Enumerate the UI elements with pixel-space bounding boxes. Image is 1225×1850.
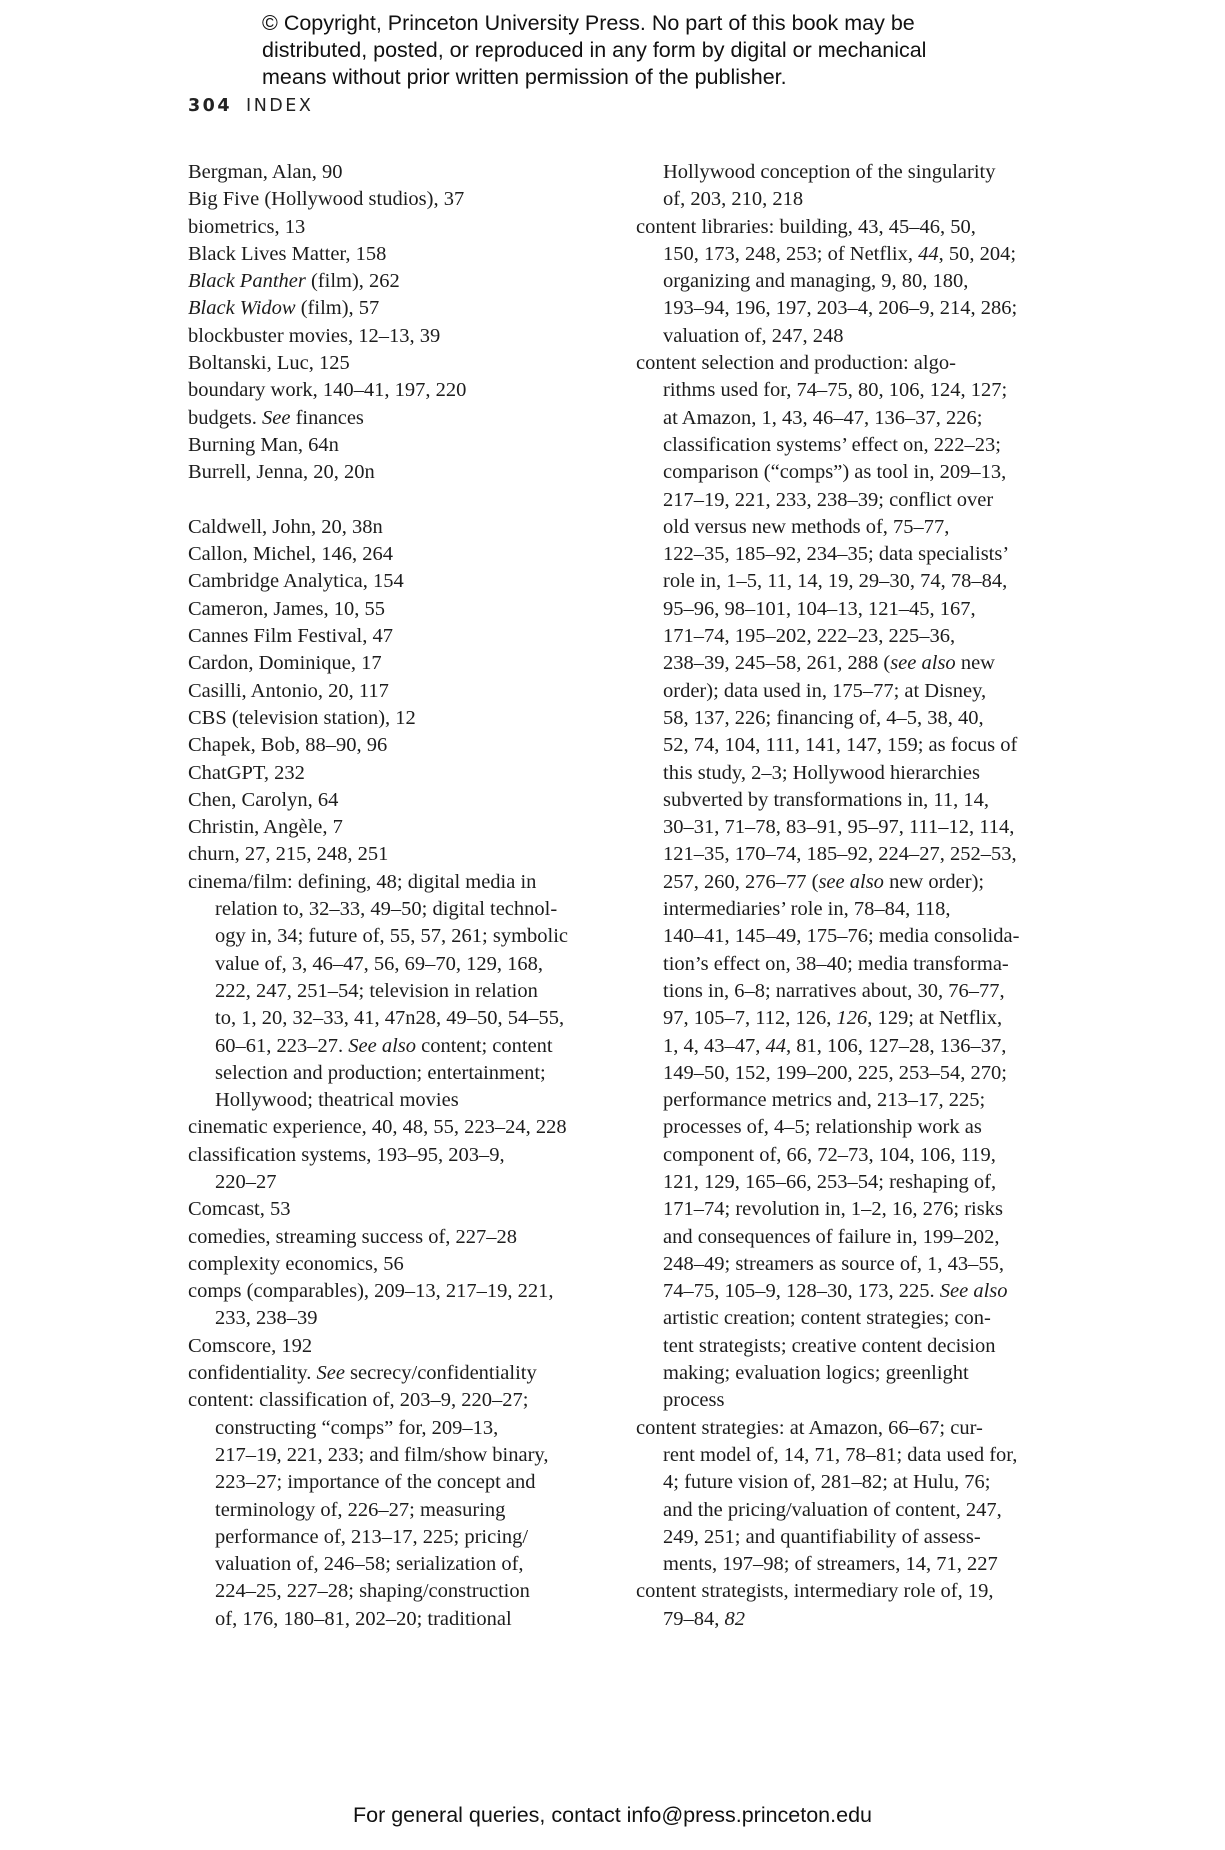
index-entry-continuation: 149–50, 152, 199–200, 225, 253–54, 270; <box>663 1061 1007 1084</box>
section-title: INDEX <box>246 96 314 116</box>
index-entry-continuation: this study, 2–3; Hollywood hierarchies <box>663 761 980 784</box>
index-entry-continuation: 60–61, 223–27. See also content; content <box>215 1034 553 1057</box>
index-entry-continuation: 79–84, 82 <box>663 1607 745 1630</box>
index-entry-continuation: component of, 66, 72–73, 104, 106, 119, <box>663 1143 996 1166</box>
index-entry: boundary work, 140–41, 197, 220 <box>188 379 467 402</box>
index-entry: Caldwell, John, 20, 38n <box>188 515 383 538</box>
index-entry-continuation: 121, 129, 165–66, 253–54; reshaping of, <box>663 1170 997 1193</box>
index-entry-continuation: tion’s effect on, 38–40; media transforma- <box>663 952 1009 975</box>
index-entry: content: classification of, 203–9, 220–27; <box>188 1389 529 1412</box>
index-entry: budgets. See finances <box>188 406 364 429</box>
index-entry-continuation: old versus new methods of, 75–77, <box>663 515 950 538</box>
index-entry-continuation: of, 203, 210, 218 <box>663 188 804 211</box>
index-entry-continuation: Hollywood conception of the singularity <box>663 161 996 183</box>
index-entry-continuation: performance metrics and, 213–17, 225; <box>663 1089 986 1112</box>
index-entry-continuation: comparison (“comps”) as tool in, 209–13, <box>663 461 1007 484</box>
index-entry: content strategists, intermediary role of, 19, <box>636 1580 994 1603</box>
index-entry: Cannes Film Festival, 47 <box>188 625 393 648</box>
index-entry-continuation: relation to, 32–33, 49–50; digital technol- <box>215 898 558 921</box>
index-entry-continuation: 150, 173, 248, 253; of Netflix, 44, 50, 204; <box>663 242 1017 265</box>
index-entry-continuation: 233, 238–39 <box>215 1307 318 1330</box>
index-entry-continuation: rithms used for, 74–75, 80, 106, 124, 127; <box>663 379 1008 402</box>
index-entry-continuation: order); data used in, 175–77; at Disney, <box>663 679 987 702</box>
index-entry: Black Lives Matter, 158 <box>188 242 387 265</box>
index-entry: complexity economics, 56 <box>188 1252 404 1275</box>
index-entry-continuation: 122–35, 185–92, 234–35; data specialists’ <box>663 543 1010 566</box>
index-entry-continuation: 4; future vision of, 281–82; at Hulu, 76; <box>663 1471 991 1494</box>
index-entry-continuation: organizing and managing, 9, 80, 180, <box>663 270 969 293</box>
index-entry-continuation: selection and production; entertainment; <box>215 1061 546 1084</box>
index-entry-continuation: 224–25, 227–28; shaping/construction <box>215 1580 530 1603</box>
index-entry: Cardon, Dominique, 17 <box>188 652 382 675</box>
index-entry: cinematic experience, 40, 48, 55, 223–24, 228 <box>188 1116 567 1139</box>
index-entry: Black Panther (film), 262 <box>188 270 400 293</box>
index-entry-continuation: rent model of, 14, 71, 78–81; data used for, <box>663 1443 1018 1466</box>
copyright-line-1: © Copyright, Princeton University Press. No part of this book may be <box>262 11 915 35</box>
index-entry: Comcast, 53 <box>188 1198 291 1221</box>
index-entry-continuation: valuation of, 247, 248 <box>663 324 844 347</box>
index-entry: content selection and production: algo- <box>636 352 956 375</box>
index-entry: Big Five (Hollywood studios), 37 <box>188 188 465 211</box>
index-entry-continuation: 171–74; revolution in, 1–2, 16, 276; risks <box>663 1198 1003 1221</box>
index-entry: Burrell, Jenna, 20, 20n <box>188 461 375 484</box>
index-entry: Callon, Michel, 146, 264 <box>188 543 393 566</box>
index-entry-continuation: tions in, 6–8; narratives about, 30, 76–77, <box>663 979 1005 1002</box>
index-entry: cinema/film: defining, 48; digital media in <box>188 870 537 893</box>
index-entry-continuation: at Amazon, 1, 43, 46–47, 136–37, 226; <box>663 406 983 429</box>
index-entry-continuation: classification systems’ effect on, 222–23; <box>663 433 1001 456</box>
index-entry: Comscore, 192 <box>188 1334 313 1357</box>
index-column-right <box>636 159 1056 1633</box>
copyright-notice <box>262 10 982 91</box>
index-entry: content strategies: at Amazon, 66–67; cur- <box>636 1416 983 1439</box>
index-entry-continuation: terminology of, 226–27; measuring <box>215 1498 506 1521</box>
index-entry-continuation: 30–31, 71–78, 83–91, 95–97, 111–12, 114, <box>663 816 1015 839</box>
index-entry: Cameron, James, 10, 55 <box>188 597 385 620</box>
index-entry-continuation: and consequences of failure in, 199–202, <box>663 1225 1000 1248</box>
index-entry: Christin, Angèle, 7 <box>188 816 343 839</box>
index-entry-continuation: 74–75, 105–9, 128–30, 173, 225. See also <box>663 1280 1008 1303</box>
index-entry-continuation: 220–27 <box>215 1170 277 1193</box>
index-entry-continuation: of, 176, 180–81, 202–20; traditional <box>215 1607 512 1630</box>
index-entry-continuation: and the pricing/valuation of content, 247, <box>663 1498 1002 1521</box>
index-entry-continuation: valuation of, 246–58; serialization of, <box>215 1553 524 1576</box>
index-entry: comps (comparables), 209–13, 217–19, 221, <box>188 1280 554 1303</box>
index-entry: churn, 27, 215, 248, 251 <box>188 843 389 866</box>
index-entry-continuation: 217–19, 221, 233; and film/show binary, <box>215 1443 549 1466</box>
index-entry: Cambridge Analytica, 154 <box>188 570 404 593</box>
index-entry-continuation: 222, 247, 251–54; television in relation <box>215 979 538 1002</box>
index-entry: blockbuster movies, 12–13, 39 <box>188 324 441 347</box>
running-head <box>188 96 313 116</box>
index-entry-continuation: 217–19, 221, 233, 238–39; conflict over <box>663 488 994 511</box>
index-column-left <box>188 159 608 1633</box>
index-entry-continuation: to, 1, 20, 32–33, 41, 47n28, 49–50, 54–55, <box>215 1007 565 1030</box>
index-entry-continuation: 257, 260, 276–77 (see also new order); <box>663 870 985 893</box>
index-entry: ChatGPT, 232 <box>188 761 305 784</box>
index-entry: confidentiality. See secrecy/confidentiality <box>188 1362 537 1385</box>
index-entry: CBS (television station), 12 <box>188 706 416 729</box>
index-entry-continuation: subverted by transformations in, 11, 14, <box>663 788 990 811</box>
index-entry-continuation: role in, 1–5, 11, 14, 19, 29–30, 74, 78–84, <box>663 570 1008 593</box>
index-entry-continuation: process <box>663 1389 725 1412</box>
index-entry-continuation: Hollywood; theatrical movies <box>215 1089 459 1112</box>
index-entry: Chen, Carolyn, 64 <box>188 788 339 811</box>
index-entry: Burning Man, 64n <box>188 433 339 456</box>
index-entry-continuation: 248–49; streamers as source of, 1, 43–55, <box>663 1252 1005 1275</box>
index-entry: Chapek, Bob, 88–90, 96 <box>188 734 388 757</box>
index-entry-continuation: 1, 4, 43–47, 44, 81, 106, 127–28, 136–37, <box>663 1034 1007 1057</box>
index-entry: Black Widow (film), 57 <box>188 297 380 320</box>
index-entry-continuation: performance of, 213–17, 225; pricing/ <box>215 1525 529 1548</box>
copyright-line-3: means without prior written permission of the publisher. <box>262 65 787 89</box>
index-entry-continuation: processes of, 4–5; relationship work as <box>663 1116 982 1139</box>
index-entry-continuation: tent strategists; creative content decision <box>663 1334 996 1357</box>
copyright-line-2: distributed, posted, or reproduced in any form by digital or mechanical <box>262 38 927 62</box>
index-entry: biometrics, 13 <box>188 215 306 238</box>
index-entry-continuation: artistic creation; content strategies; con- <box>663 1307 991 1330</box>
index-entry-continuation: ogy in, 34; future of, 55, 57, 261; symbolic <box>215 925 569 948</box>
index-entry-continuation: 97, 105–7, 112, 126, 126, 129; at Netflix, <box>663 1007 1003 1030</box>
index-entry-continuation: intermediaries’ role in, 78–84, 118, <box>663 898 951 921</box>
footer-contact: For general queries, contact info@press.princeton.edu <box>352 1803 872 1827</box>
index-entry-continuation: constructing “comps” for, 209–13, <box>215 1416 499 1439</box>
index-entry: Boltanski, Luc, 125 <box>188 352 350 375</box>
index-entry-continuation: 52, 74, 104, 111, 141, 147, 159; as focus of <box>663 734 1018 757</box>
page-number: 304 <box>188 96 233 116</box>
index-entry: comedies, streaming success of, 227–28 <box>188 1225 518 1248</box>
index-entry-continuation: 223–27; importance of the concept and <box>215 1471 536 1494</box>
index-letter-gap <box>188 487 608 514</box>
index-entry-continuation: value of, 3, 46–47, 56, 69–70, 129, 168, <box>215 952 543 975</box>
index-entry: Bergman, Alan, 90 <box>188 161 343 183</box>
index-entry-continuation: 249, 251; and quantifiability of assess- <box>663 1525 981 1548</box>
index-entry-continuation: making; evaluation logics; greenlight <box>663 1362 969 1385</box>
index-entry: Casilli, Antonio, 20, 117 <box>188 679 389 702</box>
index-entry-continuation: 121–35, 170–74, 185–92, 224–27, 252–53, <box>663 843 1017 866</box>
index-entry-continuation: 238–39, 245–58, 261, 288 (see also new <box>663 652 995 675</box>
index-entry-continuation: 140–41, 145–49, 175–76; media consolida- <box>663 925 1020 948</box>
index-entry-continuation: 171–74, 195–202, 222–23, 225–36, <box>663 625 956 648</box>
index-entry: content libraries: building, 43, 45–46, 50, <box>636 215 976 238</box>
index-entry-continuation: ments, 197–98; of streamers, 14, 71, 227 <box>663 1553 998 1576</box>
index-entry-continuation: 58, 137, 226; financing of, 4–5, 38, 40, <box>663 706 984 729</box>
index-entry-continuation: 95–96, 98–101, 104–13, 121–45, 167, <box>663 597 976 620</box>
index-entry: classification systems, 193–95, 203–9, <box>188 1143 505 1166</box>
index-entry-continuation: 193–94, 196, 197, 203–4, 206–9, 214, 286; <box>663 297 1018 320</box>
